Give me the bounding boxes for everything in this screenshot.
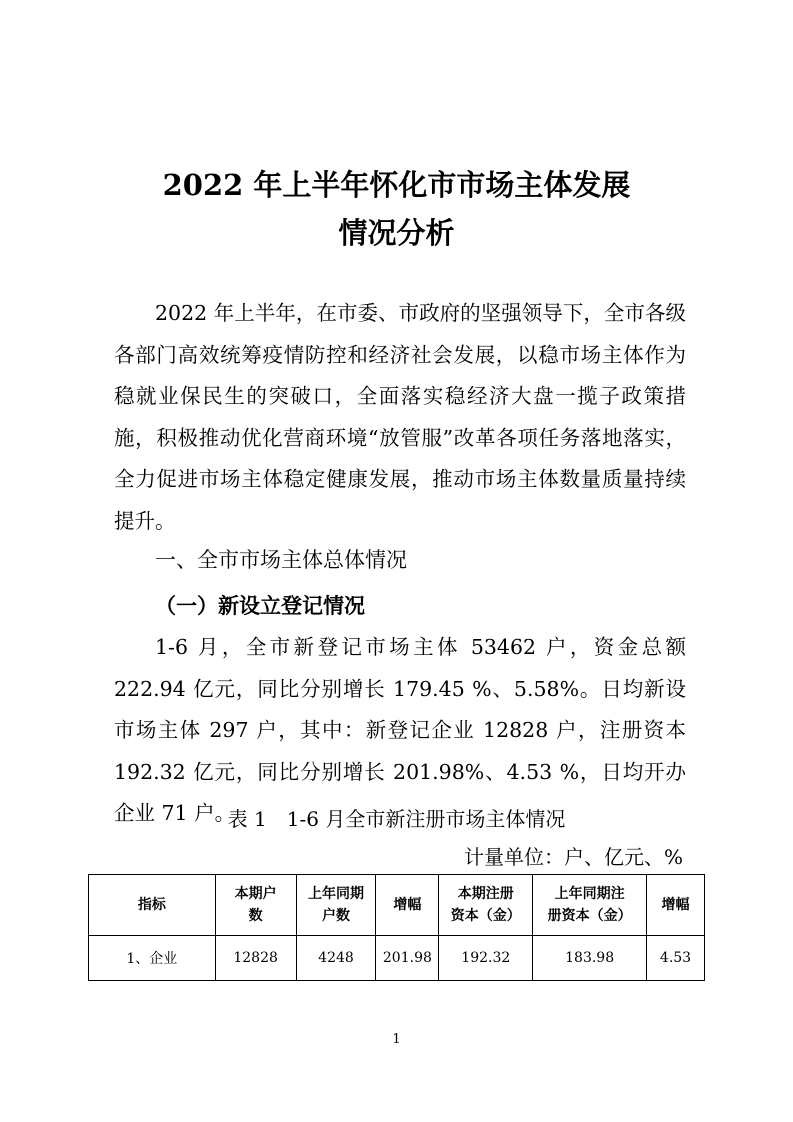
table-cell: 201.98 — [376, 936, 439, 981]
registration-paragraph: 1-6 月，全市新登记市场主体 53462 户，资金总额 222.94 亿元，同比分别增长 179.45 %、5.58%。日均新设市场主体 297 户，其中：新登记企业 12828 户，注册资本 192.32 亿元，同比分别增长 201.98%、4.53 %，日均开办企业 71 户。 — [114, 635, 686, 826]
table-header-cell — [439, 875, 533, 936]
table-cell: 4248 — [296, 936, 376, 981]
section-heading-1: 一、全市市场主体总体情况 — [155, 548, 407, 572]
table-header-cell: 增幅 — [376, 875, 439, 936]
intro-paragraph: 2022 年上半年，在市委、市政府的坚强领导下，全市各级各部门高效统筹疫情防控和经济社会发展，以稳市场主体作为稳就业保民生的突破口，全面落实稳经济大盘一揽子政策措施，积极推动优化营商环境“放管服”改革各项任务落地落实，全力促进市场主体稳定健康发展，推动市场主体数量质量持续提升。 — [114, 301, 686, 533]
table-header-cell — [533, 875, 647, 936]
registration-table — [88, 874, 705, 981]
table-cell: 12828 — [215, 936, 296, 981]
table-header-row — [89, 875, 705, 936]
subsection-heading-1: （一）新设立登记情况 — [155, 593, 365, 618]
header-text: 上年同期注 册资本（金） — [547, 886, 632, 924]
table-header-cell — [215, 875, 296, 936]
document-title-line-2: 情况分析 — [338, 216, 455, 250]
table-header-cell — [296, 875, 376, 936]
unit-label: 计量单位：户、亿元、% — [463, 845, 683, 869]
table-cell: 183.98 — [533, 936, 647, 981]
table-header-cell: 指标 — [89, 875, 216, 936]
document-title-line-1: 2022 年上半年怀化市市场主体发展 — [162, 168, 631, 202]
page-number: 1 — [392, 1032, 401, 1047]
table-caption: 表 1 1-6 月全市新注册市场主体情况 — [227, 807, 566, 831]
table-cell: 4.53 — [647, 936, 705, 981]
header-text: 本期户 数 — [234, 886, 277, 924]
table-cell: 192.32 — [439, 936, 533, 981]
table-cell: 1、企业 — [89, 936, 216, 981]
header-text: 上年同期 户数 — [307, 886, 364, 924]
table-header-cell: 增幅 — [647, 875, 705, 936]
header-text: 本期注册 资本（金） — [450, 886, 521, 924]
table-row — [89, 936, 705, 981]
